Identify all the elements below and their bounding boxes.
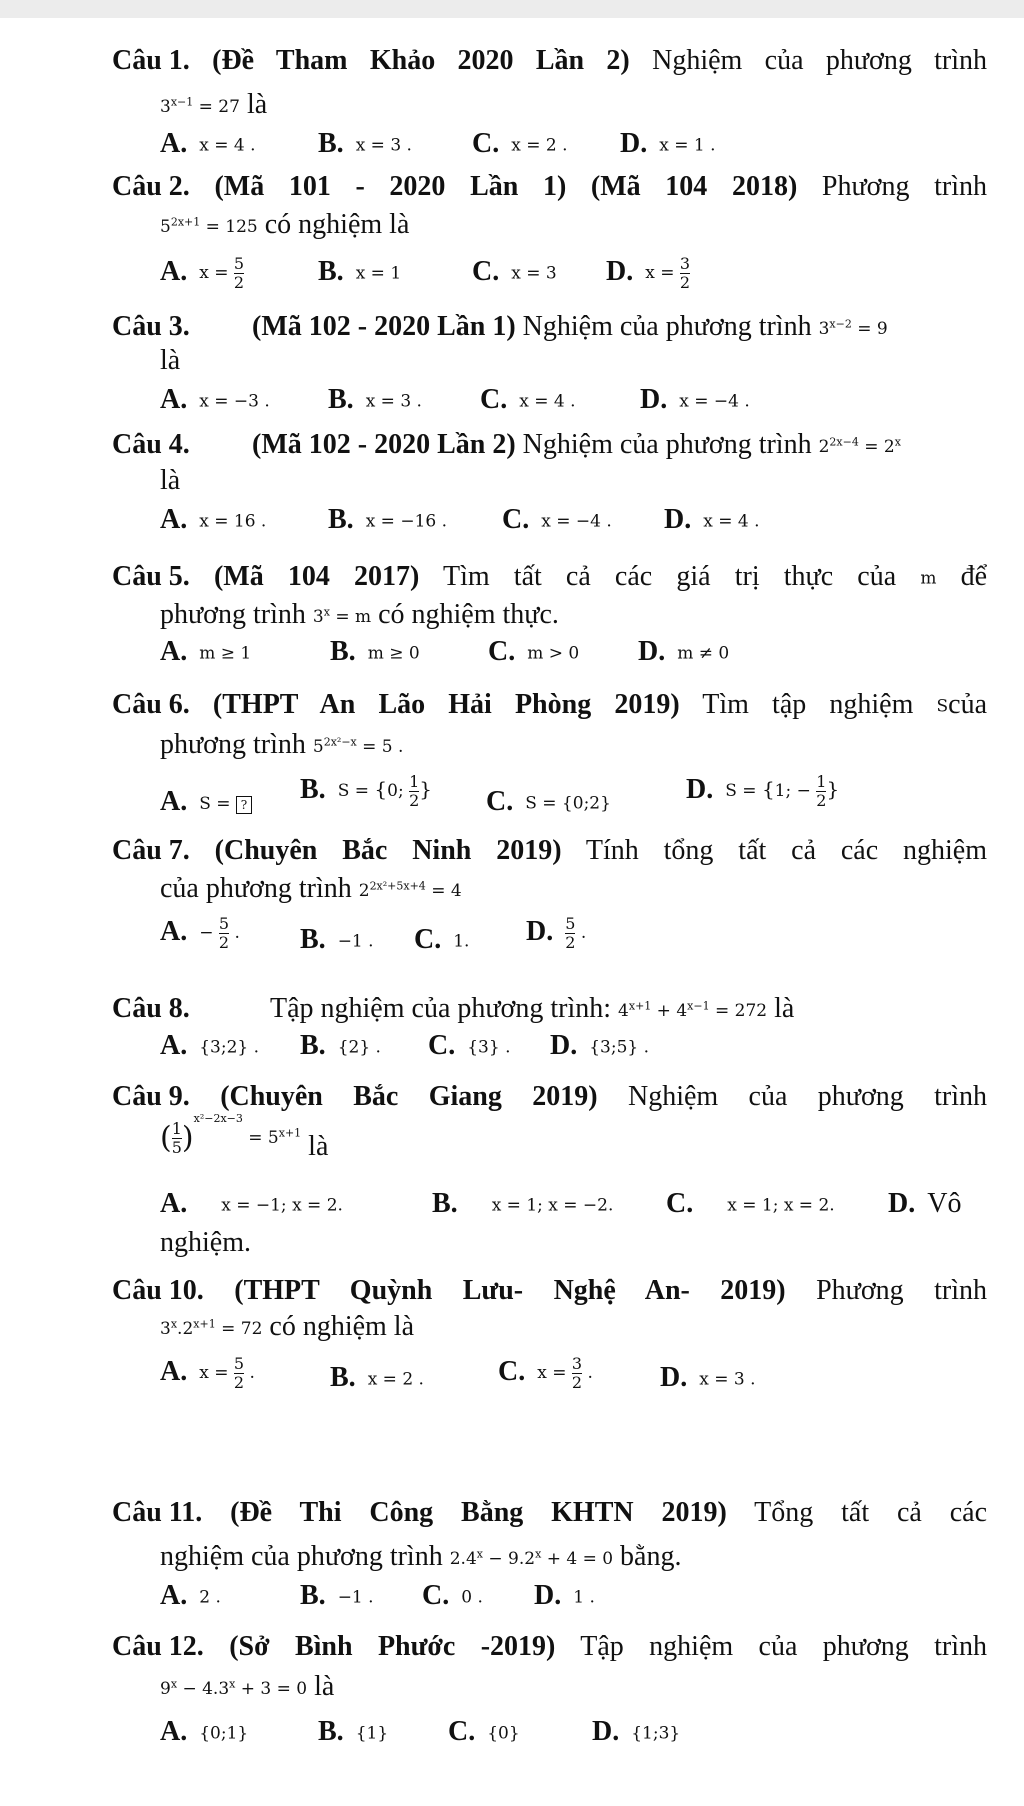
option-value: x = $\frac{3}{2}$ bbox=[645, 254, 691, 293]
question-number: Câu 12. bbox=[112, 1631, 204, 1662]
option-label: A. bbox=[160, 1188, 188, 1219]
option-c bbox=[488, 636, 579, 668]
option-value: m ≠ 0 bbox=[677, 643, 730, 664]
option-c bbox=[428, 1030, 511, 1062]
option-value: {3;2} . bbox=[199, 1037, 260, 1058]
option-b bbox=[318, 1716, 388, 1748]
option-value: m ≥ 1 bbox=[199, 643, 252, 664]
question-source: (Mã 102 - 2020 Lần 2) bbox=[252, 429, 516, 460]
option-label: C. bbox=[422, 1580, 450, 1611]
option-d bbox=[638, 636, 729, 668]
option-label: A. bbox=[160, 786, 188, 817]
option-value: x = 1 . bbox=[659, 135, 716, 156]
question-9-line2 bbox=[160, 1112, 329, 1162]
equation: $2^{2x^2+5x+4} = 4$ bbox=[358, 879, 462, 902]
option-label: A. bbox=[160, 1716, 188, 1747]
option-d bbox=[592, 1716, 680, 1748]
question-text: Nghiệm của phương trình bbox=[627, 1081, 988, 1112]
option-c bbox=[448, 1716, 520, 1748]
option-value: S = ? bbox=[199, 794, 252, 814]
question-6-header bbox=[112, 688, 987, 722]
option-value: x = 1 bbox=[355, 263, 402, 284]
option-c bbox=[472, 256, 557, 288]
equation: $3^{x-1} = 27$ bbox=[160, 95, 240, 118]
option-d bbox=[620, 128, 716, 160]
equation: $3^{x-2} = 9$ bbox=[818, 317, 888, 340]
question-3-header bbox=[112, 310, 987, 344]
option-label: D. bbox=[638, 636, 666, 667]
option-value: x = 3 bbox=[511, 263, 557, 284]
option-label: C. bbox=[486, 786, 514, 817]
question-tail: là bbox=[774, 993, 795, 1024]
option-a bbox=[160, 128, 256, 160]
equation: $5^{2x+1} = 125$ bbox=[160, 215, 258, 238]
question-source: (THPT Quỳnh Lưu- Nghệ An- 2019) bbox=[234, 1275, 786, 1306]
option-c bbox=[422, 1580, 483, 1612]
option-label: B. bbox=[318, 128, 344, 159]
option-value: x = $\frac{5}{2}$ . bbox=[199, 1354, 255, 1393]
question-6-line2 bbox=[160, 728, 403, 762]
equation: $3^x.2^{x+1} = 72$ bbox=[160, 1317, 263, 1340]
option-d bbox=[660, 1362, 756, 1394]
question-7-line2 bbox=[160, 872, 462, 906]
option-value: −1 . bbox=[337, 931, 374, 952]
option-label: B. bbox=[318, 256, 344, 287]
equation: $5^{2x^2-x} = 5$ . bbox=[312, 735, 404, 758]
option-label: B. bbox=[330, 636, 356, 667]
option-value: x = 2 . bbox=[367, 1369, 424, 1390]
question-7-header bbox=[112, 834, 987, 868]
option-label: B. bbox=[300, 774, 326, 805]
option-value: S = {0; $\frac{1}{2}$ } bbox=[337, 772, 432, 811]
option-b bbox=[300, 1580, 374, 1612]
option-value: 2 . bbox=[199, 1587, 221, 1608]
question-source: (THPT An Lão Hải Phòng 2019) bbox=[212, 689, 680, 720]
question-2-header bbox=[112, 170, 987, 204]
option-a bbox=[160, 1356, 255, 1391]
option-c bbox=[480, 384, 576, 416]
option-label: A. bbox=[160, 128, 188, 159]
option-value: x = −16 . bbox=[365, 511, 448, 532]
option-value: x = −1; x = 2. bbox=[221, 1195, 343, 1216]
equation: $9^x - 4.3^x + 3 = 0$ bbox=[160, 1677, 308, 1700]
option-value: −1 . bbox=[337, 1587, 374, 1608]
option-b bbox=[318, 128, 412, 160]
question-11-header bbox=[112, 1496, 987, 1530]
question-text: của phương trình bbox=[160, 873, 352, 904]
option-value: x = −3 . bbox=[199, 391, 270, 412]
question-source: (Mã 102 - 2020 Lần 1) bbox=[252, 311, 516, 342]
option-value: x = 3 . bbox=[699, 1369, 756, 1390]
option-label: D. bbox=[660, 1362, 688, 1393]
option-value: S = {1; − $\frac{1}{2}$ } bbox=[725, 772, 840, 811]
option-label: B. bbox=[318, 1716, 344, 1747]
question-4-line2 bbox=[160, 464, 180, 498]
question-text: Tập nghiệm của phương trình: bbox=[270, 993, 612, 1024]
option-a bbox=[160, 384, 270, 416]
question-9-line3 bbox=[160, 1226, 251, 1260]
question-number: Câu 8. bbox=[112, 993, 190, 1024]
question-tail: có nghiệm thực. bbox=[378, 599, 559, 630]
option-label: A. bbox=[160, 636, 188, 667]
question-text: Tìm tất cả các giá trị thực của bbox=[442, 561, 897, 592]
question-text: nghiệm. bbox=[160, 1227, 251, 1258]
option-c bbox=[486, 786, 611, 818]
question-tail: có nghiệm là bbox=[264, 209, 410, 240]
option-a bbox=[160, 1580, 221, 1612]
option-value: {0;1} bbox=[199, 1723, 249, 1744]
option-label: D. bbox=[526, 916, 554, 947]
option-label: B. bbox=[330, 1362, 356, 1393]
question-text: nghiệm của phương trình bbox=[160, 1541, 443, 1572]
option-b bbox=[330, 636, 420, 668]
equation: $4^{x+1} + 4^{x-1} = 272$ bbox=[618, 999, 768, 1022]
question-8-header bbox=[112, 992, 987, 1026]
question-11-line2 bbox=[160, 1540, 681, 1574]
option-b bbox=[328, 504, 447, 536]
option-value: x = −4 . bbox=[541, 511, 612, 532]
option-label: C. bbox=[666, 1188, 694, 1219]
option-d bbox=[550, 1030, 649, 1062]
question-text: Nghiệm của phương trình bbox=[522, 311, 812, 342]
question-tail: có nghiệm là bbox=[269, 1311, 415, 1342]
question-number: Câu 11. bbox=[112, 1497, 203, 1528]
equation: ( $\frac{1}{5}$ )$^{x^2-2x-3} = 5^{x+1}$ bbox=[160, 1112, 302, 1158]
question-source: (Đề Thi Công Bằng KHTN 2019) bbox=[230, 1497, 727, 1528]
option-label: C. bbox=[428, 1030, 456, 1061]
question-number: Câu 3. bbox=[112, 311, 190, 342]
option-value: {3;5} . bbox=[589, 1037, 650, 1058]
option-label: D. bbox=[664, 504, 692, 535]
option-value: {1} bbox=[355, 1723, 389, 1744]
option-label: D. bbox=[592, 1716, 620, 1747]
option-label: C. bbox=[448, 1716, 476, 1747]
option-value: x = 4 . bbox=[703, 511, 760, 532]
option-a bbox=[160, 1716, 248, 1748]
option-value: 0 . bbox=[461, 1587, 483, 1608]
option-label: B. bbox=[300, 1030, 326, 1061]
question-source: (Chuyên Bắc Giang 2019) bbox=[220, 1081, 598, 1112]
option-value: x = 3 . bbox=[365, 391, 422, 412]
question-number: Câu 1. bbox=[112, 45, 190, 76]
option-a bbox=[160, 916, 240, 951]
option-d bbox=[534, 1580, 595, 1612]
option-label: C. bbox=[414, 924, 442, 955]
option-value: m ≥ 0 bbox=[367, 643, 420, 664]
question-number: Câu 6. bbox=[112, 689, 190, 720]
option-label: A. bbox=[160, 504, 188, 535]
option-label: D. bbox=[606, 256, 634, 287]
option-label: A. bbox=[160, 916, 188, 947]
equation: $2^{2x-4} = 2^x$ bbox=[818, 435, 901, 458]
equation: $3^x = m$ bbox=[312, 605, 372, 628]
option-b bbox=[300, 774, 432, 809]
option-b bbox=[318, 256, 401, 288]
question-1-line2 bbox=[160, 88, 267, 122]
question-text: Tập nghiệm của phương trình bbox=[580, 1631, 988, 1662]
question-tail: là bbox=[314, 1671, 335, 1702]
question-tail: là bbox=[308, 1131, 329, 1162]
option-value: x = $\frac{5}{2}$ bbox=[199, 254, 245, 293]
question-10-header bbox=[112, 1274, 987, 1308]
option-d bbox=[526, 916, 586, 951]
option-label: D. bbox=[620, 128, 648, 159]
option-label: D. bbox=[534, 1580, 562, 1611]
option-c bbox=[472, 128, 568, 160]
option-d bbox=[664, 504, 760, 536]
option-value: x = 1; x = −2. bbox=[491, 1195, 614, 1216]
option-value: x = 2 . bbox=[511, 135, 568, 156]
question-text: Tìm tập nghiệm bbox=[702, 689, 914, 720]
option-d bbox=[686, 774, 839, 809]
option-value: − $\frac{5}{2}$ . bbox=[199, 914, 240, 953]
question-1-header bbox=[112, 44, 987, 78]
option-value: x = $\frac{3}{2}$ . bbox=[537, 1354, 593, 1393]
option-c bbox=[666, 1188, 835, 1220]
question-tail: là bbox=[160, 465, 181, 496]
option-a bbox=[160, 256, 244, 291]
option-value: m > 0 bbox=[527, 643, 580, 664]
option-d bbox=[888, 1188, 961, 1220]
option-value: {3} . bbox=[467, 1037, 511, 1058]
question-tail: là bbox=[246, 89, 268, 120]
question-source: (Mã 104 2017) bbox=[213, 561, 420, 592]
question-number: Câu 4. bbox=[112, 429, 190, 460]
option-a bbox=[160, 636, 251, 668]
question-text: Tổng tất cả các bbox=[754, 1497, 988, 1528]
option-b bbox=[300, 924, 374, 956]
option-label: B. bbox=[328, 384, 354, 415]
question-4-header bbox=[112, 428, 987, 462]
question-source: (Sở Bình Phước -2019) bbox=[229, 1631, 556, 1662]
question-text: phương trình bbox=[160, 599, 306, 630]
option-label: D. bbox=[686, 774, 714, 805]
question-tail: là bbox=[160, 345, 181, 376]
option-label: C. bbox=[472, 128, 500, 159]
option-value: {2} . bbox=[337, 1037, 381, 1058]
option-label: C. bbox=[480, 384, 508, 415]
question-tail: bằng. bbox=[620, 1541, 682, 1572]
question-text: Phương trình bbox=[816, 1275, 988, 1306]
question-number: Câu 2. bbox=[112, 171, 190, 202]
option-label: C. bbox=[472, 256, 500, 287]
question-number: Câu 9. bbox=[112, 1081, 190, 1112]
option-value: $\frac{5}{2}$ . bbox=[565, 914, 587, 953]
option-b bbox=[330, 1362, 424, 1394]
option-value: {1;3} bbox=[631, 1723, 681, 1744]
option-value: x = 1; x = 2. bbox=[727, 1195, 835, 1216]
option-d bbox=[606, 256, 690, 291]
option-label: C. bbox=[488, 636, 516, 667]
option-label: B. bbox=[432, 1188, 458, 1219]
question-source: (Chuyên Bắc Ninh 2019) bbox=[214, 835, 562, 866]
question-10-line2 bbox=[160, 1310, 414, 1344]
option-value: x = 3 . bbox=[355, 135, 412, 156]
option-d bbox=[640, 384, 750, 416]
option-label: C. bbox=[502, 504, 530, 535]
option-a bbox=[160, 504, 266, 536]
question-3-line2 bbox=[160, 344, 180, 378]
question-text: Tính tổng tất cả các nghiệm bbox=[585, 835, 988, 866]
question-number: Câu 10. bbox=[112, 1275, 204, 1306]
question-2-line2 bbox=[160, 208, 409, 242]
option-label: D. bbox=[640, 384, 668, 415]
option-value: x = 4 . bbox=[519, 391, 576, 412]
question-5-header bbox=[112, 560, 987, 594]
option-value: 1. bbox=[453, 931, 470, 952]
question-number: Câu 5. bbox=[112, 561, 190, 592]
question-source: (Mã 101 - 2020 Lần 1) (Mã 104 2018) bbox=[214, 171, 798, 202]
option-label: C. bbox=[498, 1356, 526, 1387]
option-value: 1 . bbox=[573, 1587, 595, 1608]
option-a bbox=[160, 1030, 259, 1062]
option-value: {0} bbox=[487, 1723, 520, 1744]
option-c bbox=[502, 504, 612, 536]
option-c bbox=[498, 1356, 593, 1391]
question-text: Phương trình bbox=[821, 171, 987, 202]
option-b bbox=[328, 384, 422, 416]
option-label: D. bbox=[888, 1188, 916, 1219]
option-label: A. bbox=[160, 1030, 188, 1061]
question-text: Nghiệm của phương trình bbox=[522, 429, 812, 460]
equation: $2.4^x - 9.2^x + 4 = 0$ bbox=[449, 1547, 614, 1570]
question-text: phương trình bbox=[160, 729, 306, 760]
option-b bbox=[432, 1188, 613, 1220]
option-label: B. bbox=[300, 924, 326, 955]
option-value: S = {0;2} bbox=[525, 793, 611, 814]
option-a bbox=[160, 786, 252, 818]
option-value: Vô bbox=[927, 1188, 962, 1219]
question-text: của bbox=[948, 689, 988, 720]
question-12-header bbox=[112, 1630, 987, 1664]
option-label: A. bbox=[160, 384, 188, 415]
option-label: A. bbox=[160, 1580, 188, 1611]
question-text: Nghiệm của phương trình bbox=[652, 45, 988, 76]
top-bar bbox=[0, 0, 1024, 18]
question-12-line2 bbox=[160, 1670, 334, 1704]
question-9-header bbox=[112, 1080, 987, 1114]
question-number: Câu 7. bbox=[112, 835, 190, 866]
option-b bbox=[300, 1030, 381, 1062]
option-c bbox=[414, 924, 469, 956]
option-value: x = −4 . bbox=[679, 391, 750, 412]
option-label: B. bbox=[328, 504, 354, 535]
option-label: A. bbox=[160, 256, 188, 287]
option-value: x = 16 . bbox=[199, 511, 267, 532]
option-label: A. bbox=[160, 1356, 188, 1387]
option-value: x = 4 . bbox=[199, 135, 256, 156]
variable: S bbox=[936, 696, 949, 717]
option-label: D. bbox=[550, 1030, 578, 1061]
option-a bbox=[160, 1188, 343, 1220]
question-5-line2 bbox=[160, 598, 559, 632]
question-source: (Đề Tham Khảo 2020 Lần 2) bbox=[212, 45, 630, 76]
option-label: B. bbox=[300, 1580, 326, 1611]
question-text: để bbox=[960, 561, 988, 592]
variable: m bbox=[920, 568, 937, 589]
